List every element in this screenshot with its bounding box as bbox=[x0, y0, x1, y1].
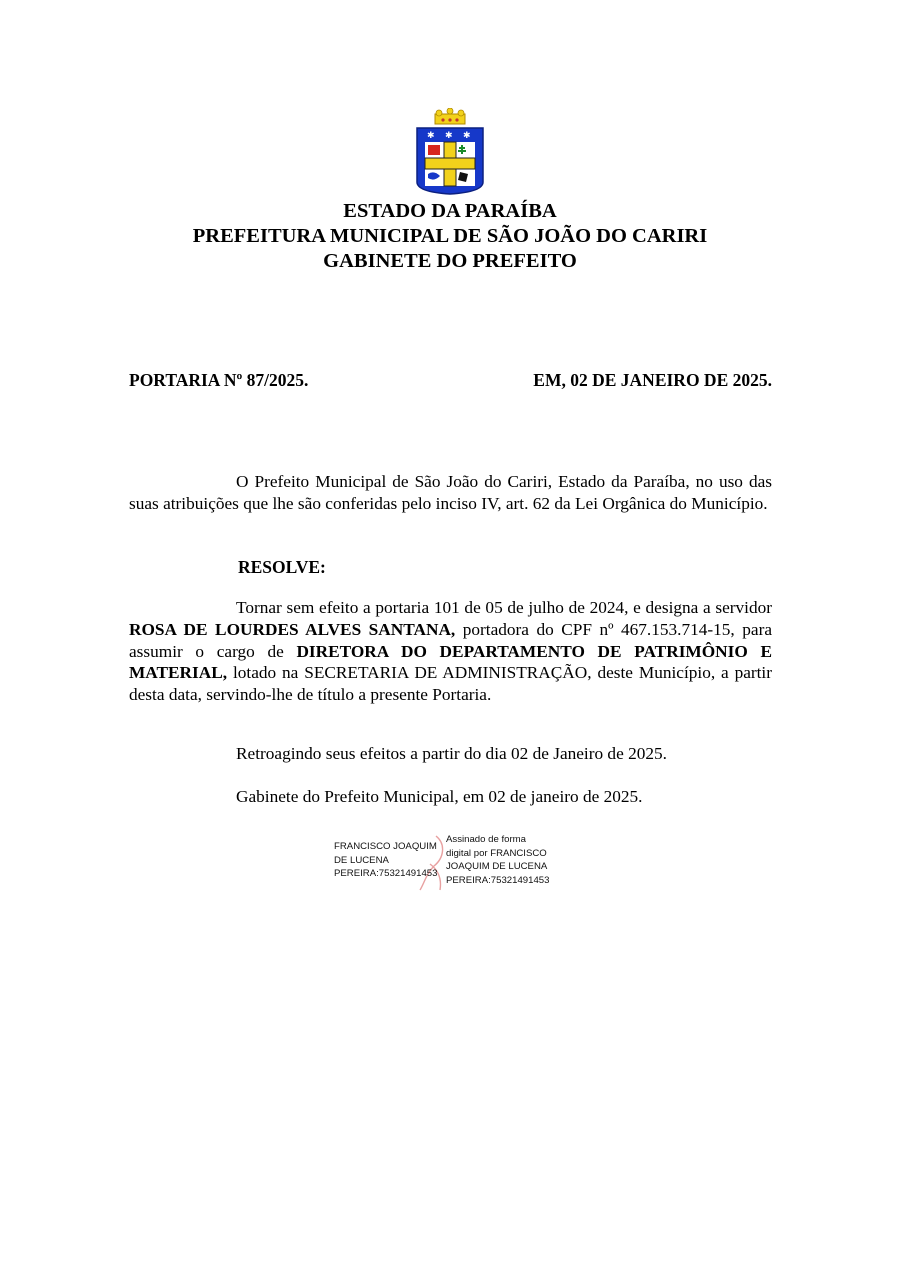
coat-of-arms-icon bbox=[412, 108, 488, 196]
portaria-reference bbox=[129, 369, 772, 393]
employee-name: ROSA DE LOURDES ALVES SANTANA, bbox=[129, 619, 456, 639]
svg-text:✱: ✱ bbox=[463, 131, 471, 141]
position-title: DIRETORA DO DEPARTAMENTO DE PATRIMÔNIO E MATERIAL, bbox=[129, 641, 773, 683]
decision-text-2: portadora do CPF nº 467.153.714-15, para assumir o cargo de bbox=[129, 619, 772, 661]
svg-text:✱: ✱ bbox=[445, 131, 453, 141]
intro-paragraph: O Prefeito Municipal de São João do Cariri, Estado da Paraíba, no uso das suas atribuições que lhe são conferidas pelo inciso IV, art. 62 da Lei Orgânica do Município. bbox=[129, 472, 772, 513]
municipality-title: PREFEITURA MUNICIPAL DE SÃO JOÃO DO CARIRI bbox=[192, 225, 708, 247]
closing-statement: Gabinete do Prefeito Municipal, em 02 de janeiro de 2025. bbox=[236, 787, 643, 806]
portaria-date: EM, 02 DE JANEIRO DE 2025. bbox=[533, 370, 772, 390]
decision-text-3: lotado na SECRETARIA DE ADMINISTRAÇÃO, deste Município, a partir desta data, servindo-lhe de título a presente Portaria. bbox=[129, 663, 772, 705]
document-header bbox=[0, 199, 900, 274]
resolve-heading: RESOLVE: bbox=[238, 557, 326, 577]
svg-text:✱: ✱ bbox=[427, 131, 435, 141]
decision-paragraph bbox=[129, 597, 772, 706]
signature-details: Assinado de forma digital por FRANCISCO JOAQUIM DE LUCENA PEREIRA:75321491453 bbox=[446, 834, 550, 886]
retroactive-statement: Retroagindo seus efeitos a partir do dia 02 de Janeiro de 2025. bbox=[236, 744, 667, 763]
decision-text-1: Tornar sem efeito a portaria 101 de 05 de julho de 2024, e designa a servidor bbox=[236, 598, 772, 617]
state-title: ESTADO DA PARAÍBA bbox=[343, 200, 557, 222]
portaria-number: PORTARIA Nº 87/2025. bbox=[129, 370, 309, 390]
signer-name: FRANCISCO JOAQUIM DE LUCENA PEREIRA:75321491453 bbox=[334, 841, 438, 879]
digital-signature-block bbox=[334, 832, 564, 892]
office-title: GABINETE DO PREFEITO bbox=[323, 250, 577, 272]
